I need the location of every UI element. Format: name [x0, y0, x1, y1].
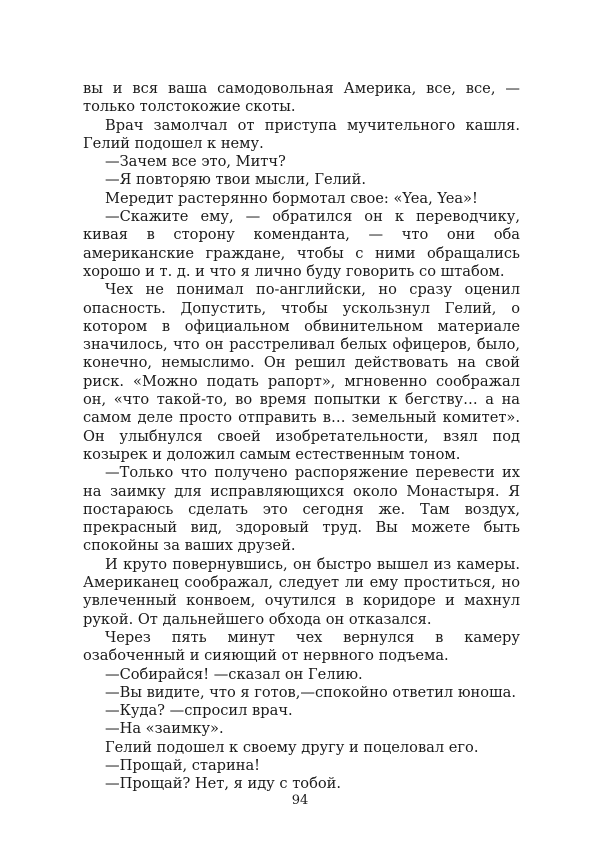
paragraph: —На «заимку».	[105, 720, 224, 738]
paragraph: Гелий подошел к своему другу и поцеловал его.	[105, 738, 479, 756]
paragraph: —Куда? —спросил врач.	[105, 702, 293, 720]
page-body	[83, 80, 520, 794]
paragraph: —Только что получено распоряжение перевести их на заимку для исправляющихся около Монастыря. Я постараюсь сделать это сегодня же. Там воздух, прекрасный вид, здоровый труд. Вы можете быть спокойны за ваших друзей.	[83, 464, 520, 555]
paragraph: —Прощай, старина!	[105, 756, 261, 774]
paragraph: И круто повернувшись, он быстро вышел из камеры. Американец соображал, следует ли ему проститься, но увлеченный конвоем, очутился в коридоре и махнул рукой. От дальнейшего обхода он отказался.	[83, 555, 520, 628]
paragraph: —Собирайся! —сказал он Гелию.	[105, 665, 363, 683]
paragraph: Мередит растерянно бормотал свое: «Yea, Yea»!	[105, 189, 478, 207]
paragraph: —Вы видите, что я готов,—спокойно ответил юноша.	[105, 683, 516, 701]
paragraph: Врач замолчал от приступа мучительного кашля. Гелий подошел к нему.	[83, 116, 520, 152]
paragraph: —Скажите ему, — обратился он к переводчику, кивая в сторону коменданта, — что они оба американские граждане, чтобы с ними обращались хорошо и т. д. и что я лично буду говорить со штабом.	[83, 208, 520, 280]
paragraph: —Прощай? Нет, я иду с тобой.	[105, 775, 342, 793]
paragraph: —Зачем все это, Митч?	[105, 153, 286, 171]
page-number: 94	[291, 793, 309, 808]
body-text	[83, 80, 520, 794]
paragraph: Чех не понимал по-английски, но сразу оценил опасность. Допустить, чтобы ускользнул Гелий, о котором в официальном обвинительном материале значилось, что он расстреливал белых офицеров, было, конечно, немыслимо. Он решил действовать на свой риск. «Можно подать рапорт», мгновенно соображал он, «что такой-то, во время попытки к бегству… а на самом деле просто отправить в… земельный комитет». Он улыбнулся своей изобретательности, взял под козырек и доложил самым естественным тоном.	[83, 281, 520, 463]
paragraph: —Я повторяю твои мысли, Гелий.	[105, 171, 367, 189]
paragraph: вы и вся ваша самодовольная Америка, все, все, — только толстокожие скоты.	[83, 80, 520, 116]
paragraph: Через пять минут чех вернулся в камеру озабоченный и сияющий от нервного подъема.	[83, 628, 520, 665]
